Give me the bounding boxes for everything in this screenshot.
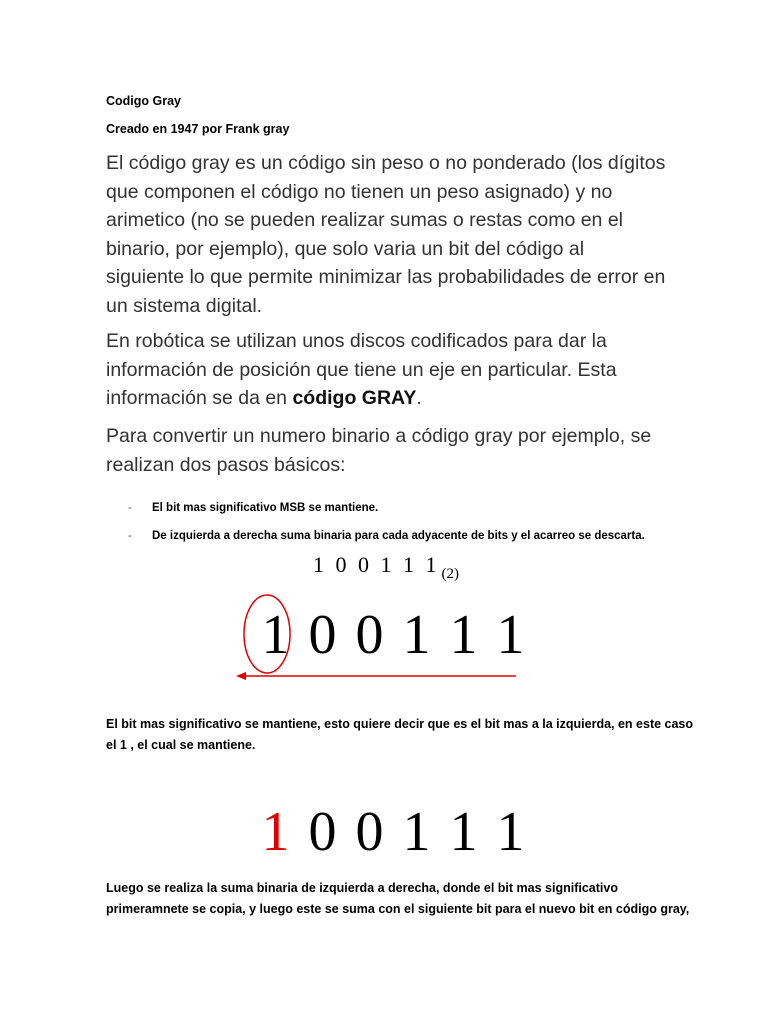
- explanation-sum-line2: primeramnete se copia, y luego este se suma con el siguiente bit para el nuevo bit en código gray,: [106, 902, 690, 916]
- explanation-msb-line1: El bit mas significativo se mantiene, esto quiere decir que es el bit mas a la izquierda, en este caso: [106, 717, 694, 731]
- paragraph-robotics-bold: código GRAY: [292, 387, 417, 409]
- digit: 1: [449, 604, 478, 666]
- digit-msb: 1: [261, 801, 290, 863]
- bullet-dash: -: [128, 530, 132, 542]
- digit: 0: [355, 604, 384, 666]
- digit: 1: [402, 604, 431, 666]
- explanation-msb-line2: el 1 , el cual se mantiene.: [106, 738, 256, 752]
- bullet-dash: -: [128, 502, 132, 514]
- step-text: De izquierda a derecha suma binaria para cada adyacente de bits y el acarreo se descarta.: [152, 530, 645, 542]
- paragraph-robotics-end: .: [416, 387, 422, 409]
- digit: 1: [496, 604, 525, 666]
- paragraph-robotics-text: En robótica se utilizan unos discos codificados para dar la información de posición que tiene un eje en particular. Esta información se da en: [106, 330, 617, 409]
- binary-number-big-2: [252, 800, 534, 864]
- paragraph-conversion: Para convertir un numero binario a código gray por ejemplo, se realizan dos pasos básicos:: [106, 425, 652, 476]
- digit: 1: [496, 801, 525, 863]
- doc-title: Codigo Gray: [106, 94, 182, 108]
- digit: 0: [308, 604, 337, 666]
- binary-base: (2): [441, 566, 459, 582]
- step-text: El bit mas significativo MSB se mantiene.: [152, 502, 379, 514]
- explanation-sum-line1: Luego se realiza la suma binaria de izquierda a derecha, donde el bit mas significativo: [106, 881, 618, 895]
- digit: 1: [261, 604, 290, 666]
- digit: 1: [402, 801, 431, 863]
- msb-circle-icon: [244, 595, 290, 673]
- binary-digits: 1 0 0 1 1 1: [313, 552, 440, 577]
- digit: 1: [449, 801, 478, 863]
- arrow-left-icon: [236, 672, 246, 680]
- paragraph-definition: El código gray es un código sin peso o no ponderado (los dígitos que componen el código no tienen un peso asignado) y no arimetico (no se pueden realizar sumas o restas como en el binario, por ejemplo), que solo varia un bit del código al siguiente lo que permite minimizar las probabilidades de error en un sistema digital.: [106, 152, 666, 317]
- doc-subtitle: Creado en 1947 por Frank gray: [106, 122, 290, 136]
- digit: 0: [355, 801, 384, 863]
- digit: 0: [308, 801, 337, 863]
